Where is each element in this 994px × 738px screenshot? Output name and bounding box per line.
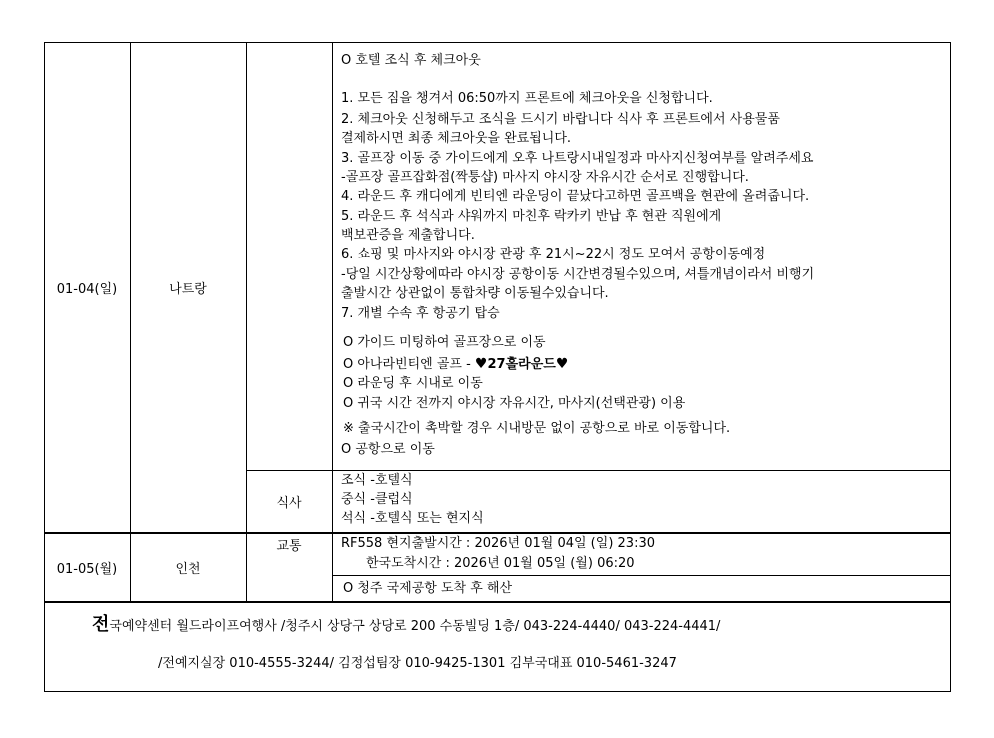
day2-date	[44, 533, 130, 601]
step-line: 출발시간 상관없이 통합차량 이동될수있습니다.	[341, 286, 609, 301]
step-line: 5. 라운드 후 석식과 샤워까지 마친후 락카키 반납 후 현관 직원에게	[341, 209, 722, 224]
row-divider-final	[332, 575, 951, 576]
row-divider-meal	[246, 470, 951, 471]
footer-first-char: 전	[92, 614, 110, 635]
transport-label-text: 교통	[276, 538, 302, 554]
flight-arrive: 한국도착시간 : 2026년 01월 05일 (월) 06:20	[366, 556, 635, 571]
day2-place	[130, 533, 246, 601]
final-item: O 청주 국제공항 도착 후 해산	[343, 581, 513, 596]
step-line: 6. 쇼핑 및 마사지와 야시장 관광 후 21시~22시 정도 모여서 공항이동예정	[341, 247, 766, 262]
day2-place-text: 인천	[175, 561, 201, 577]
meal-label-text: 식사	[276, 495, 302, 511]
flight-depart: RF558 현지출발시간 : 2026년 01월 04일 (일) 23:30	[341, 536, 655, 551]
step-line: 7. 개별 수속 후 항공기 탑승	[341, 306, 500, 321]
step-line: -당일 시간상황에따라 야시장 공항이동 시간변경될수있으며, 셔틀개념이라서 비행기	[341, 267, 815, 282]
heart-icon: ♥	[555, 356, 569, 372]
footer-contacts: /전예지실장 010-4555-3244/ 김정섭팀장 010-9425-1301 김부국대표 010-5461-3247	[158, 656, 677, 671]
day1-place	[130, 42, 246, 532]
table-border-bottom	[44, 691, 951, 692]
step-line: 백보관증을 제출합니다.	[341, 228, 475, 243]
schedule-item-golf	[343, 356, 568, 373]
day1-place-text: 나트랑	[169, 281, 207, 297]
heart-icon: ♥	[474, 356, 488, 372]
meal-line: 석식 -호텔식 또는 현지식	[341, 511, 484, 526]
step-line: 2. 체크아웃 신청해두고 조식을 드시기 바랍니다 식사 후 프론트에서 사용물품	[341, 112, 780, 127]
itinerary-table	[44, 42, 951, 692]
step-line: -골프장 골프잡화점(짝퉁샵) 마사지 야시장 자유시간 순서로 진행합니다.	[341, 170, 749, 185]
col-divider-label	[332, 42, 333, 602]
step-line: 4. 라운드 후 캐디에게 빈티엔 라운딩이 끝났다고하면 골프백을 현관에 올려줍니다.	[341, 189, 810, 204]
day1-date	[44, 42, 130, 532]
footer-agency	[92, 610, 720, 636]
meal-label	[246, 470, 332, 532]
schedule-item: O 귀국 시간 전까지 야시장 자유시간, 마사지(선택관광) 이용	[343, 396, 686, 411]
schedule-notice: ※ 출국시간이 촉박할 경우 시내방문 없이 공항으로 바로 이동합니다.	[343, 421, 731, 436]
step-line: 결제하시면 최종 체크아웃을 완료됩니다.	[341, 131, 572, 146]
schedule-item: O 라운딩 후 시내로 이동	[343, 376, 483, 391]
meal-line: 중식 -클럽식	[341, 492, 413, 507]
day1-date-text: 01-04(일)	[56, 281, 118, 297]
step-line: 3. 골프장 이동 중 가이드에게 오후 나트랑시내일정과 마사지신청여부를 알려주세요	[341, 151, 814, 166]
schedule-golf-text: O 아나라빈티엔 골프 -	[343, 357, 475, 372]
schedule-item: O 가이드 미팅하여 골프장으로 이동	[343, 335, 546, 350]
footer-divider	[44, 601, 951, 603]
step-line: 1. 모든 짐을 챙겨서 06:50까지 프론트에 체크아웃을 신청합니다.	[341, 91, 713, 106]
schedule-item: O 공항으로 이동	[341, 442, 435, 457]
footer-line1: 국예약센터 월드라이프여행사 /청주시 상당구 상당로 200 수동빌딩 1층/ 043-224-4440/ 043-224-4441/	[109, 619, 721, 634]
day2-date-text: 01-05(월)	[56, 561, 118, 577]
day1-header: O 호텔 조식 후 체크아웃	[341, 53, 481, 68]
table-border-right	[950, 42, 951, 692]
golf-rounds-text: 27홀라운드	[487, 357, 556, 372]
transport-label	[246, 533, 332, 555]
meal-line: 조식 -호텔식	[341, 473, 413, 488]
